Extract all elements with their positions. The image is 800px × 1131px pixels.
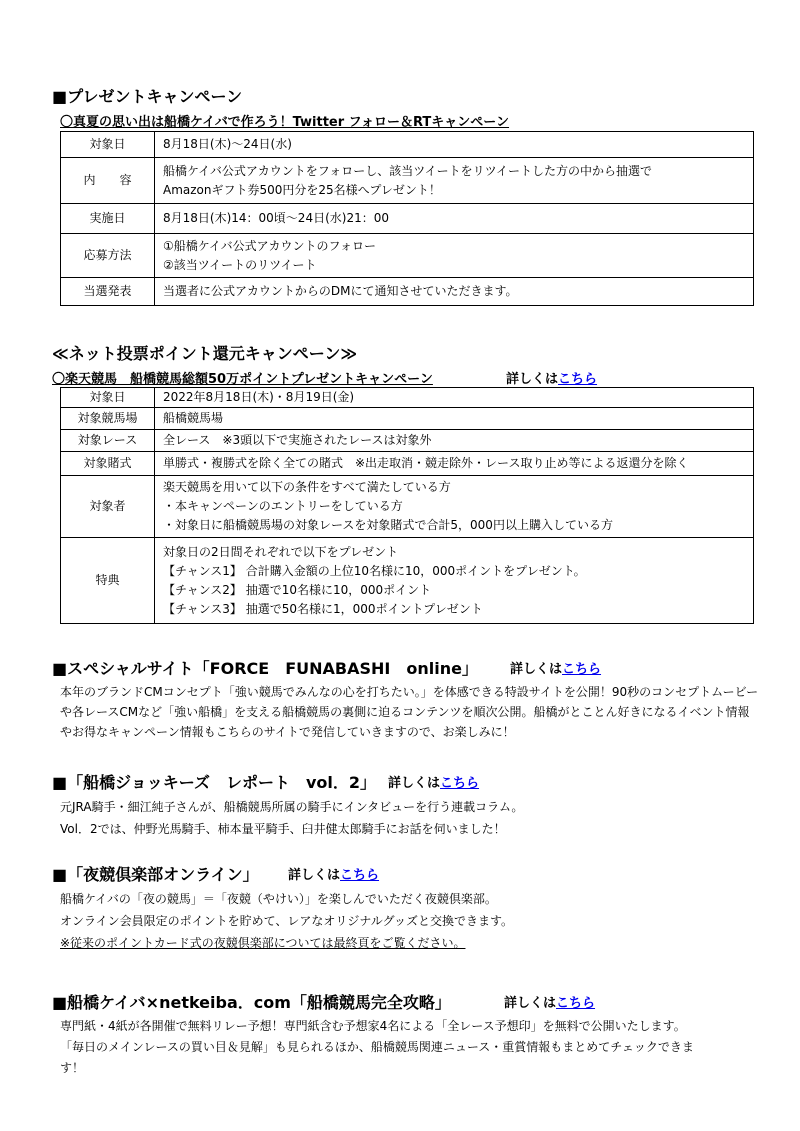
- table-row: [61, 452, 754, 476]
- special-site-more-info: 詳しくはこちら: [510, 662, 602, 677]
- netkeiba-title: ■船橋ケイバ×netkeiba．com「船橋競馬完全攻略」: [52, 993, 451, 1012]
- jockeys-report-title: ■「船橋ジョッキーズ レポート vol．2」: [52, 773, 377, 792]
- table-row: [61, 278, 754, 306]
- jockeys-report-description: 元JRA騎手・細江純子さんが、船橋競馬所属の騎手にインタビューを行う連載コラム。 Vol．2では、仲野光馬騎手、柿本量平騎手、臼井健太郎騎手にお話を伺いました！: [60, 800, 524, 836]
- row-label: 特典: [61, 538, 155, 624]
- table-row: [61, 132, 754, 158]
- row-label: 当選発表: [61, 278, 155, 306]
- yakei-club-note: ※従来のポイントカード式の夜競倶楽部については最終頁をご覧ください。: [60, 936, 466, 950]
- row-value: 船橋ケイバ公式アカウントをフォローし、該当ツイートをリツイートした方の中から抽選で Amazonギフト券500円分を25名様へプレゼント！: [155, 158, 754, 204]
- row-value: 当選者に公式アカウントからのDMにて通知させていただきます。: [155, 278, 754, 306]
- row-label: 内 容: [61, 158, 155, 204]
- row-value: 2022年8月18日(木)・8月19日(金): [155, 388, 754, 408]
- row-value: 8月18日(木)～24日(水): [155, 132, 754, 158]
- rakuten-campaign-subtitle: 〇楽天競馬 船橋競馬総額50万ポイントプレゼントキャンペーン: [52, 372, 433, 387]
- table-row: [61, 476, 754, 538]
- netkeiba-description: 専門紙・4紙が各開催で無料リレー予想！専門紙含む予想家4名による「全レース予想印」を無料で公開いたします。 「毎日のメインレースの買い目＆見解」も見られるほか、船橋競馬関連ニュース・重賞情報もまとめてチェックできま す！: [60, 1019, 694, 1075]
- row-label: 対象賭式: [61, 452, 155, 476]
- table-row: [61, 388, 754, 408]
- row-label: 対象日: [61, 388, 155, 408]
- yakei-club-details-link[interactable]: こちら: [340, 868, 380, 883]
- table-row: [61, 234, 754, 278]
- twitter-campaign-subtitle: 〇真夏の思い出は船橋ケイバで作ろう！Twitter フォロー＆RTキャンペーン: [60, 115, 510, 130]
- row-value: 単勝式・複勝式を除く全ての賭式 ※出走取消・競走除外・レース取り止め等による返還分を除く: [155, 452, 754, 476]
- yakei-club-more-info: 詳しくはこちら: [288, 868, 380, 883]
- row-value: ①船橋ケイバ公式アカウントのフォロー ②該当ツイートのリツイート: [155, 234, 754, 278]
- special-site-title: ■スペシャルサイト「FORCE FUNABASHI online」: [52, 659, 478, 678]
- netkeiba-more-info: 詳しくはこちら: [504, 996, 596, 1011]
- section-present-title: ■プレゼントキャンペーン: [52, 87, 243, 106]
- table-row: [61, 158, 754, 204]
- row-label: 応募方法: [61, 234, 155, 278]
- table-row: [61, 204, 754, 234]
- row-label: 対象者: [61, 476, 155, 538]
- row-value: 8月18日(木)14：00頃～24日(水)21：00: [155, 204, 754, 234]
- netkeiba-details-link[interactable]: こちら: [556, 996, 596, 1011]
- row-label: 対象日: [61, 132, 155, 158]
- rakuten-campaign-table: [60, 387, 754, 624]
- yakei-club-title: ■「夜競倶楽部オンライン」: [52, 865, 259, 884]
- row-value: 全レース ※3頭以下で実施されたレースは対象外: [155, 430, 754, 452]
- rakuten-details-link[interactable]: こちら: [558, 372, 598, 387]
- row-value: 対象日の2日間それぞれで以下をプレゼント 【チャンス1】 合計購入金額の上位10名様に10，000ポイントをプレゼント。 【チャンス2】 抽選で10名様に10，000ポイント 【チャンス3】 抽選で50名様に1，000ポイントプレゼント: [155, 538, 754, 624]
- jockeys-report-more-info: 詳しくはこちら: [388, 776, 480, 791]
- rakuten-more-info: 詳しくはこちら: [506, 372, 598, 387]
- row-label: 対象レース: [61, 430, 155, 452]
- net-vote-campaign-title: ≪ネット投票ポイント還元キャンペーン≫: [52, 344, 358, 363]
- row-label: 対象競馬場: [61, 408, 155, 430]
- jockeys-report-details-link[interactable]: こちら: [440, 776, 480, 791]
- row-label: 実施日: [61, 204, 155, 234]
- special-site-description: 本年のブランドCMコンセプト「強い競馬でみんなの心を打ちたい。」を体感できる特設サイトを公開！90秒のコンセプトムービー や各レースCMなど「強い船橋」を支える船橋競馬の裏側に迫るコンテンツを順次公開。船橋がとことん好きになるイベント情報 やお得なキャンペーン情報もこちらのサイトで発信していきますので、お楽しみに！: [60, 685, 759, 739]
- yakei-club-description: 船橋ケイバの「夜の競馬」＝「夜競（やけい）」を楽しんでいただく夜競倶楽部。 オンライン会員限定のポイントを貯めて、レアなオリジナルグッズと交換できます。 ※従来のポイントカード式の夜競倶楽部については最終頁をご覧ください。: [60, 888, 513, 954]
- row-value: 船橋競馬場: [155, 408, 754, 430]
- twitter-campaign-table: [60, 131, 754, 306]
- table-row: [61, 538, 754, 624]
- special-site-details-link[interactable]: こちら: [562, 662, 602, 677]
- row-value: 楽天競馬を用いて以下の条件をすべて満たしている方 ・本キャンペーンのエントリーをしている方 ・対象日に船橋競馬場の対象レースを対象賭式で合計5，000円以上購入している方: [155, 476, 754, 538]
- table-row: [61, 430, 754, 452]
- table-row: [61, 408, 754, 430]
